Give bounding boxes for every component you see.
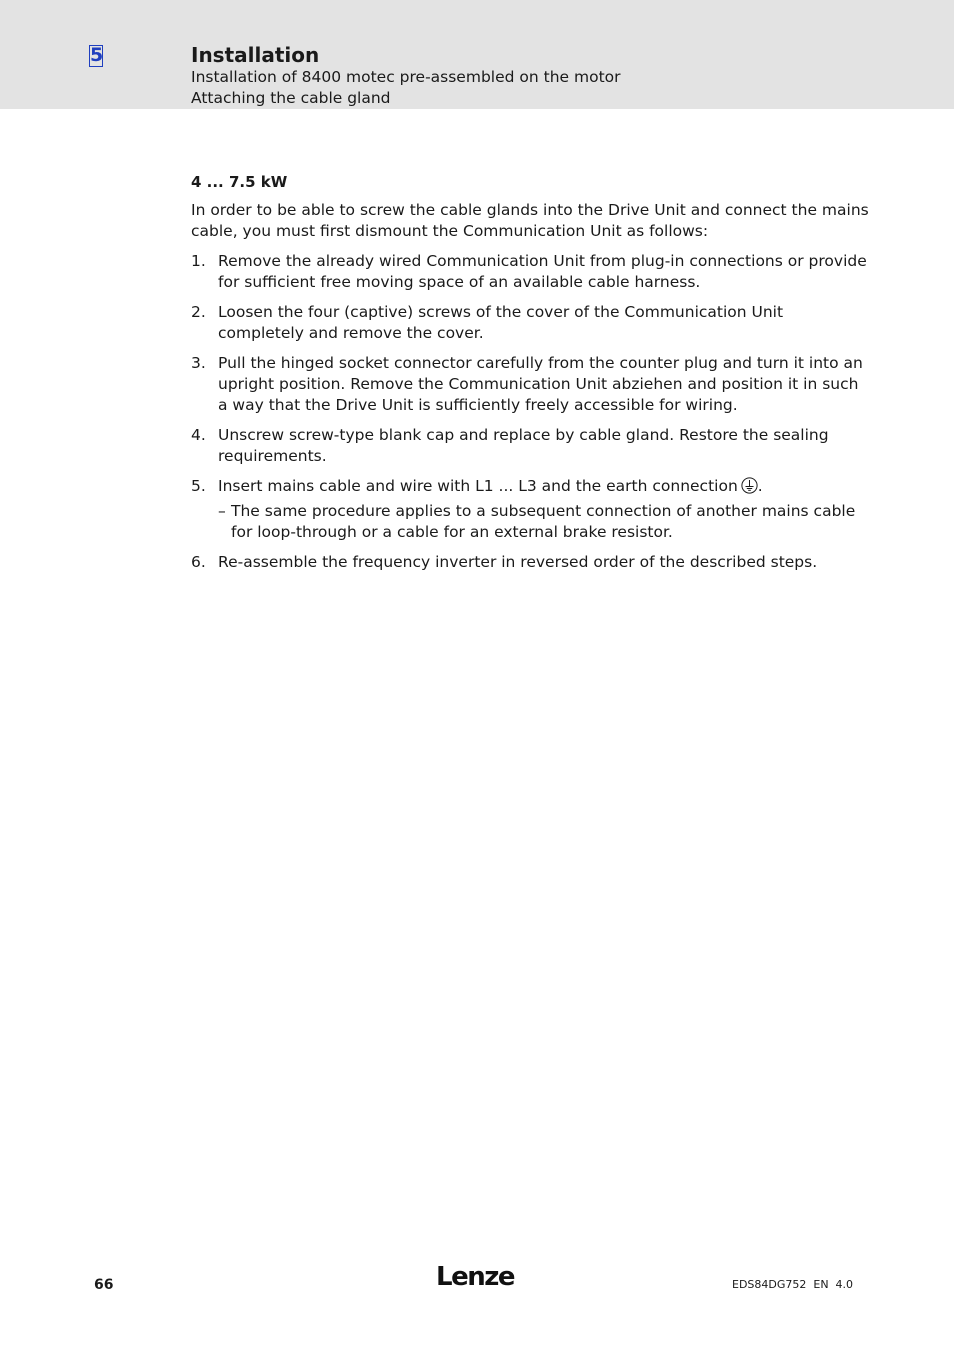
main-content bbox=[191, 172, 871, 582]
chapter-title: Installation bbox=[191, 43, 320, 67]
list-item bbox=[191, 552, 871, 573]
step-text: Insert mains cable and wire with L1 ... L3 and the earth connection bbox=[218, 477, 738, 495]
intro-paragraph: In order to be able to screw the cable glands into the Drive Unit and connect the mains cable, you must first dismount the Communication Unit as follows: bbox=[191, 201, 869, 240]
chapter-number-link[interactable]: 5 bbox=[90, 44, 104, 66]
step-text: Remove the already wired Communication Unit from plug-in connections or provide for sufficient free moving space of an available cable harness. bbox=[218, 252, 867, 291]
step-number: 4. bbox=[191, 426, 206, 444]
subtitle-section: Installation of 8400 motec pre-assembled on the motor bbox=[191, 68, 621, 86]
list-item bbox=[191, 476, 871, 543]
earth-ground-icon bbox=[741, 477, 758, 494]
subtitle-subsection: Attaching the cable gland bbox=[191, 89, 391, 107]
section-heading: 4 ... 7.5 kW bbox=[191, 173, 288, 191]
list-item bbox=[191, 251, 871, 293]
step-text: Pull the hinged socket connector carefully from the counter plug and turn it into an upright position. Remove the Communication Unit abziehen and position it in such a way that the Drive Unit is sufficiently freely accessible for wiring. bbox=[218, 354, 863, 414]
list-item bbox=[191, 425, 871, 467]
lenze-logo: Lenze bbox=[436, 1262, 514, 1292]
step-text: Loosen the four (captive) screws of the cover of the Communication Unit completely and remove the cover. bbox=[218, 303, 784, 342]
header-band bbox=[0, 0, 954, 109]
subnote-dash: – bbox=[218, 502, 226, 520]
step-subnote bbox=[218, 501, 871, 543]
step-text: Re-assemble the frequency inverter in reversed order of the described steps. bbox=[218, 553, 818, 571]
step-number: 3. bbox=[191, 354, 206, 372]
page-number: 66 bbox=[94, 1277, 114, 1293]
step-number: 5. bbox=[191, 477, 206, 495]
steps-list bbox=[191, 251, 871, 573]
step-number: 6. bbox=[191, 553, 206, 571]
subnote-text: The same procedure applies to a subsequent connection of another mains cable for loop-through or a cable for an external brake resistor. bbox=[231, 502, 856, 541]
document-id: EDS84DG752 EN 4.0 bbox=[732, 1278, 854, 1291]
step-number: 2. bbox=[191, 303, 206, 321]
list-item bbox=[191, 353, 871, 416]
list-item bbox=[191, 302, 871, 344]
step-text: Unscrew screw-type blank cap and replace by cable gland. Restore the sealing requirements. bbox=[218, 426, 829, 465]
step-number: 1. bbox=[191, 252, 206, 270]
step-text-end: . bbox=[757, 477, 763, 495]
